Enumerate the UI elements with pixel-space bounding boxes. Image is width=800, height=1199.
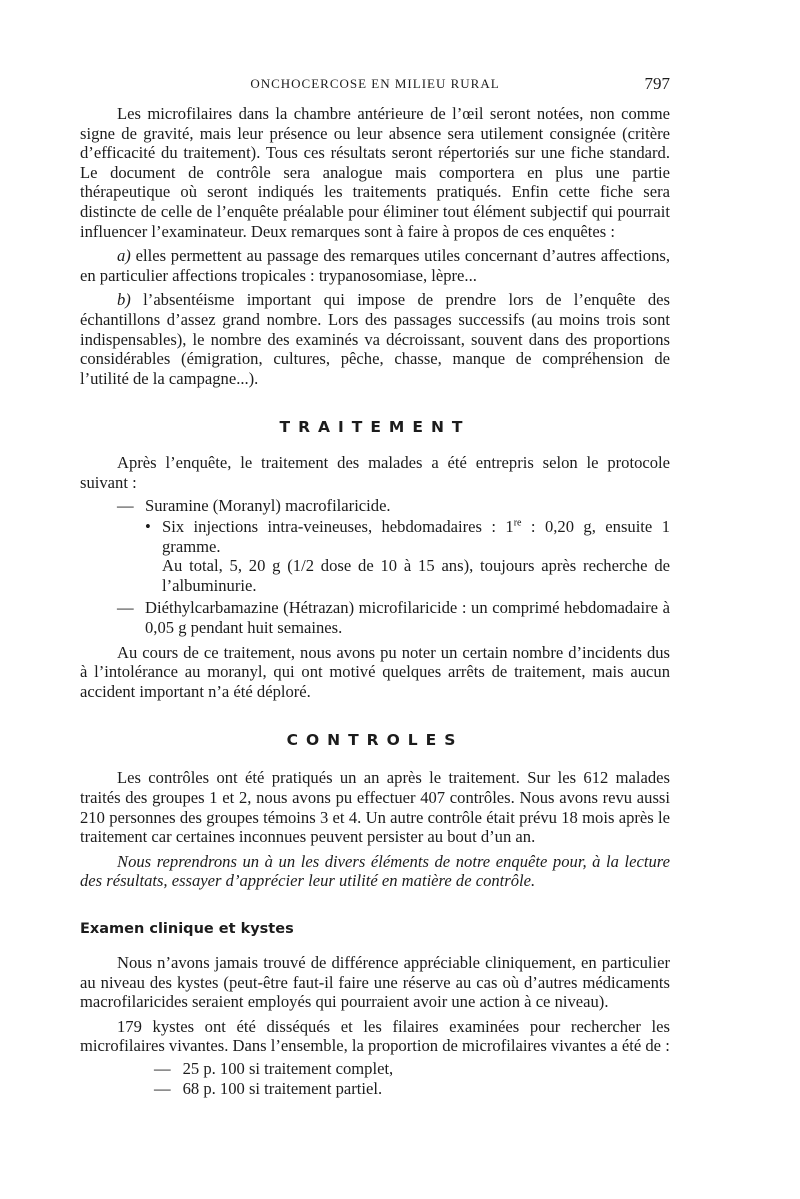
kystes-paragraph: 179 kystes ont été disséqués et les filaires examinées pour rechercher les microfilaires vivantes. Dans l’ensemble, la proportion de microfilaires vivantes a été de : bbox=[80, 1016, 670, 1056]
bullet-marker: • bbox=[145, 517, 151, 537]
injection-schedule-sup: re bbox=[513, 517, 522, 529]
section-heading-controles: CONTROLES bbox=[286, 731, 464, 750]
injection-schedule-post: : 0,20 g, ensuite 1 gramme. bbox=[162, 517, 670, 556]
total-dose-note: Au total, 5, 20 g (1/2 dose de 10 à 15 ans), toujours après recherche de l’albuminurie. bbox=[162, 556, 670, 595]
treatment-item-suramine bbox=[80, 496, 670, 516]
result-complete bbox=[80, 1059, 670, 1079]
examen-paragraph: Nous n’avons jamais trouvé de différence appréciable cliniquement, en particulier au niveau des kystes (peut-être faut-il faire une réserve au cas où d’autres médicaments macrofilaricides seraient employés qui pourraient avoir une action à ce niveau). bbox=[80, 953, 670, 1012]
intro-paragraph: Les microfilaires dans la chambre antérieure de l’œil seront notées, non comme signe de gravité, mais leur présence ou leur absence sera utilement consignée (critère d’efficacité du traitement). Tous ces résultats seront répertoriés sur une fiche standard. Le document de contrôle sera analogue mais comportera en plus une partie thérapeutique où seront indiqués les traitements pratiqués. Enfin cette fiche sera distincte de celle de l’enquête préalable pour éliminer tout élément subjectif qui pourrait influencer l’examinateur. Deux remarques sont à faire à propos de ces enquêtes : bbox=[80, 104, 670, 241]
page-body bbox=[80, 104, 670, 1098]
traitement-outcome: Au cours de ce traitement, nous avons pu noter un certain nombre d’incidents dus à l’intolérance au moranyl, qui ont motivé quelques arrêts de traitement, mais aucun accident important n’a été déploré. bbox=[80, 642, 670, 701]
subsection-heading-examen: Examen clinique et kystes bbox=[80, 921, 294, 937]
page-number: 797 bbox=[644, 74, 670, 93]
treatment-item-label: Diéthylcarbamazine (Hétrazan) microfilaricide : un comprimé hebdomadaire à 0,05 g pendant huit semaines. bbox=[145, 598, 670, 638]
running-title: ONCHOCERCOSE EN MILIEU RURAL bbox=[250, 76, 500, 91]
injection-schedule-pre: Six injections intra-veineuses, hebdomadaires : 1 bbox=[162, 517, 514, 537]
section-heading-traitement: TRAITEMENT bbox=[279, 418, 471, 437]
remark-a-text: elles permettent au passage des remarques utiles concernant d’autres affections, en particulier affections tropicales : trypanosomiase, lèpre... bbox=[80, 246, 670, 285]
controles-paragraph: Les contrôles ont été pratiqués un an après le traitement. Sur les 612 malades traités des groupes 1 et 2, nous avons pu effectuer 407 contrôles. Nous avons revu aussi 210 personnes des groupes témoins 3 et 4. Un autre contrôle était prévu 18 mois après le traitement car certaines inconnues peuvent persister au bout d’un an. bbox=[80, 768, 670, 847]
result-partial bbox=[80, 1079, 670, 1099]
dash-marker: — bbox=[117, 598, 134, 618]
remark-b-text: l’absentéisme important qui impose de prendre lors de l’enquête des échantillons d’assez grand nombre. Lors des passages successifs (au moins trois sont indispensables), le nombre des examinés va décroissant, souvent dans des proportions considérables (émigration, cultures, pêche, chasse, manque de compréhension de l’utilité de la campagne...). bbox=[80, 290, 670, 388]
remark-a bbox=[80, 246, 670, 285]
dash-marker: — bbox=[117, 495, 134, 515]
dash-marker: — bbox=[154, 1078, 171, 1098]
controles-italic-note: Nous reprendrons un à un les divers éléments de notre enquête pour, à la lecture des résultats, essayer d’apprécier leur utilité en matière de contrôle. bbox=[80, 851, 670, 891]
result-label: 25 p. 100 si traitement complet, bbox=[182, 1058, 394, 1078]
traitement-intro: Après l’enquête, le traitement des malades a été entrepris selon le protocole suivant : bbox=[80, 453, 670, 492]
treatment-item-label: Suramine (Moranyl) macrofilaricide. bbox=[145, 495, 391, 515]
injection-schedule bbox=[80, 517, 670, 556]
treatment-item-hetrazan bbox=[80, 598, 670, 637]
remark-b bbox=[80, 290, 670, 388]
dash-marker: — bbox=[154, 1058, 171, 1078]
page-header bbox=[80, 74, 670, 98]
result-label: 68 p. 100 si traitement partiel. bbox=[182, 1078, 383, 1098]
remark-a-marker: a) bbox=[117, 246, 131, 266]
remark-b-marker: b) bbox=[117, 290, 131, 310]
